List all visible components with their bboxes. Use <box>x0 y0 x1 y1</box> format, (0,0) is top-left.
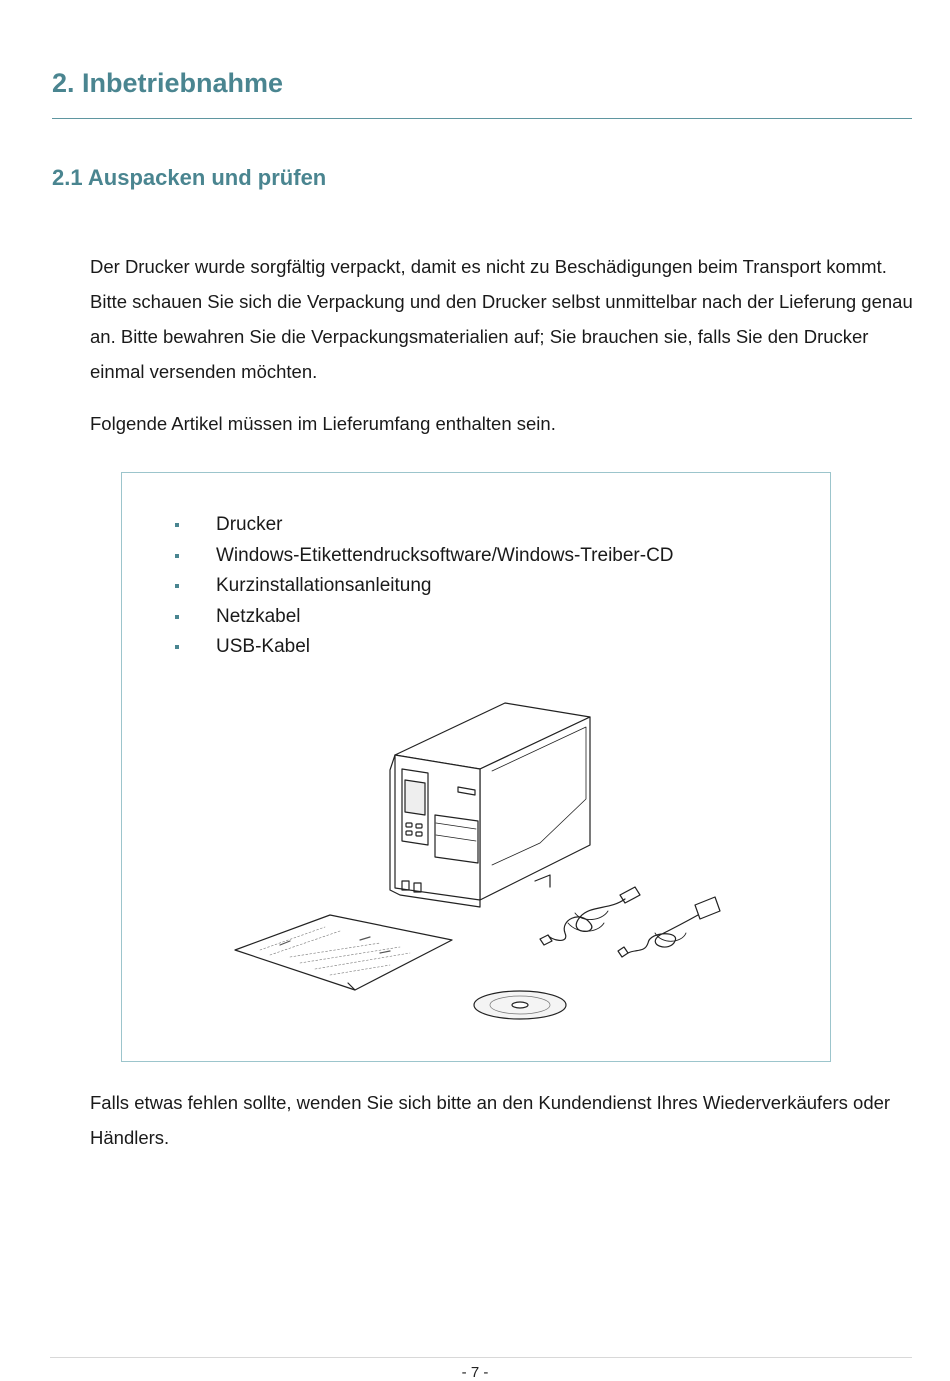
package-contents-illustration <box>230 695 730 1025</box>
intro-paragraph: Der Drucker wurde sorgfältig verpackt, damit es nicht zu Beschädigungen beim Transport kommt. Bitte schauen Sie sich die Verpackung und den Drucker selbst unmittelbar nach der Lieferung genau an. Bitte bewahren Sie die Verpackungsmaterialien auf; Sie brauchen sie, falls Sie den Drucker einmal versenden möchten. <box>90 256 913 382</box>
closing-paragraph: Falls etwas fehlen sollte, wenden Sie sich bitte an den Kundendienst Ihres Wiederverkäufers oder Händlers. <box>90 1092 891 1148</box>
manual-sheet-image <box>235 915 452 990</box>
bullet-icon <box>175 554 179 558</box>
bullet-icon <box>175 584 179 588</box>
lead-paragraph: Folgende Artikel müssen im Lieferumfang enthalten sein. <box>90 413 556 434</box>
item-label: Drucker <box>216 514 283 535</box>
list-item <box>170 542 674 573</box>
list-item <box>170 511 674 542</box>
list-item <box>170 603 674 634</box>
package-items-list <box>170 511 674 664</box>
footer-divider <box>50 1357 912 1358</box>
power-cable-image <box>618 897 720 957</box>
subsection-title: 2.1 Auspacken und prüfen <box>52 165 327 190</box>
section-title: 2. Inbetriebnahme <box>52 68 284 98</box>
bullet-icon <box>175 615 179 619</box>
usb-cable-image <box>540 887 640 945</box>
printer-image <box>390 695 590 907</box>
title-divider <box>52 118 912 119</box>
item-label: Windows-Etikettendrucksoftware/Windows-Treiber-CD <box>216 544 674 566</box>
item-label: Netzkabel <box>216 605 301 627</box>
bullet-icon <box>175 645 179 649</box>
item-label: Kurzinstallationsanleitung <box>216 575 432 597</box>
item-label: USB-Kabel <box>216 636 310 658</box>
list-item <box>170 633 674 664</box>
page-number: - 7 - <box>461 1364 489 1381</box>
list-item <box>170 572 674 603</box>
bullet-icon <box>175 523 179 527</box>
cd-disc-image <box>474 991 566 1019</box>
